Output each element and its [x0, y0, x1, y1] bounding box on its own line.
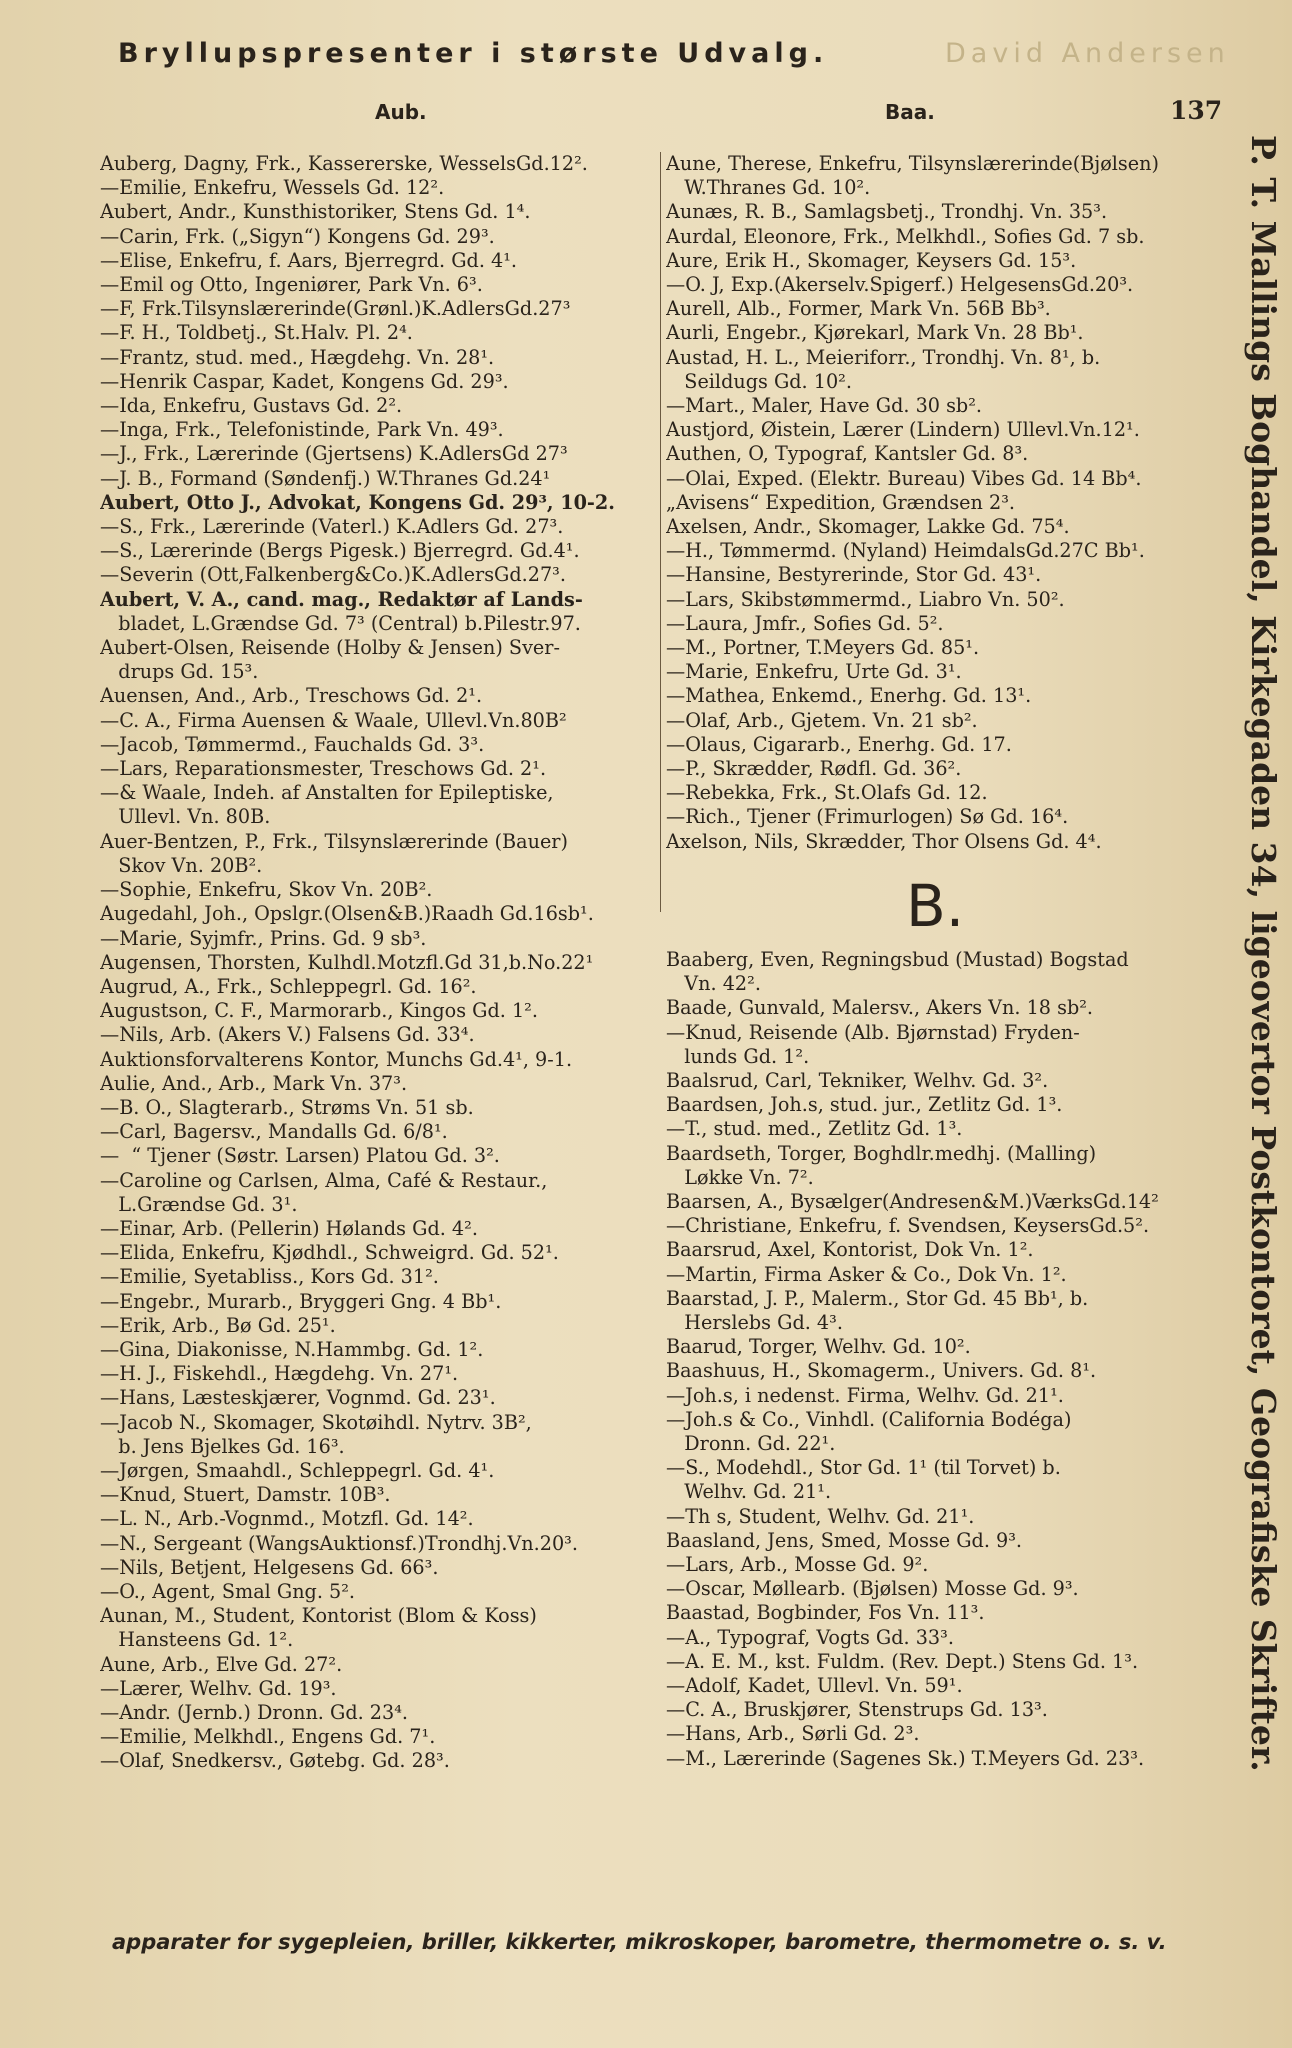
directory-entry: b. Jens Bjelkes Gd. 16³. — [100, 1434, 345, 1458]
directory-entry: —Lars, Arb., Mosse Gd. 9². — [666, 1552, 929, 1576]
directory-entry: —J. B., Formand (Søndenfj.) W.Thranes Gd.24¹ — [100, 466, 551, 490]
directory-entry: —Nils, Betjent, Helgesens Gd. 66³. — [100, 1555, 439, 1579]
directory-entry: —Hansine, Bestyrerinde, Stor Gd. 43¹. — [666, 563, 1042, 587]
directory-entry: —Nils, Arb. (Akers V.) Falsens Gd. 33⁴. — [100, 1023, 475, 1047]
directory-entry: —Lars, Reparationsmester, Treschows Gd. 2¹. — [100, 757, 547, 781]
directory-entry: Aulie, And., Arb., Mark Vn. 37³. — [100, 1071, 408, 1095]
side-advert: P. T. Mallings Boghandel, Kirkegaden 34, ligeovertor Postkontoret, Geografiske Skrifter. — [1244, 135, 1283, 1772]
directory-entry: —Th s, Student, Welhv. Gd. 21¹. — [666, 1504, 975, 1528]
left-column — [100, 152, 660, 1774]
directory-entry: —A., Typograf, Vogts Gd. 33³. — [666, 1625, 954, 1649]
directory-entry: Aubert, Otto J., Advokat, Kongens Gd. 29³, 10-2. — [100, 490, 615, 514]
directory-entry: —Elida, Enkefru, Kjødhdl., Schweigrd. Gd. 52¹. — [100, 1241, 559, 1265]
directory-entry: —N., Sergeant (WangsAuktionsf.)Trondhj.Vn.20³. — [100, 1531, 578, 1555]
directory-entry: —Olai, Exped. (Elektr. Bureau) Vibes Gd. 14 Bb⁴. — [666, 466, 1142, 490]
directory-entry: —Joh.s & Co., Vinhdl. (California Bodéga) — [666, 1407, 1072, 1431]
directory-entry: —& Waale, Indeh. af Anstalten for Epileptiske, — [100, 781, 554, 805]
directory-entry: —M., Lærerinde (Sagenes Sk.) T.Meyers Gd. 23³. — [666, 1746, 1145, 1770]
directory-entry: —Emilie, Melkhdl., Engens Gd. 7¹. — [100, 1725, 436, 1749]
directory-entry: —M., Portner, T.Meyers Gd. 85¹. — [666, 636, 980, 660]
directory-entry: —Andr. (Jernb.) Dronn. Gd. 23⁴. — [100, 1701, 409, 1724]
directory-entry: —Marie, Syjmfr., Prins. Gd. 9 sb³. — [100, 926, 427, 950]
directory-entry: —P., Skrædder, Rødfl. Gd. 36². — [666, 757, 962, 781]
directory-entry: —Emilie, Enkefru, Wessels Gd. 12². — [100, 176, 445, 200]
directory-entry: —Mathea, Enkemd., Enerhg. Gd. 13¹. — [666, 684, 1032, 708]
directory-entry: Baalsrud, Carl, Tekniker, Welhv. Gd. 3². — [666, 1068, 1049, 1092]
bottom-advert: apparater for sygepleien, briller, kikkerter, mikroskoper, barometre, thermometre o. s. v. — [112, 1930, 1167, 1954]
directory-entry: Aune, Arb., Elve Gd. 27². — [100, 1652, 343, 1676]
directory-entry: Baardsen, Joh.s, stud. jur., Zetlitz Gd. 1³. — [666, 1093, 1063, 1117]
directory-entry: Aurli, Engebr., Kjørekarl, Mark Vn. 28 Bb¹. — [666, 321, 1084, 345]
directory-entry: Axelson, Nils, Skrædder, Thor Olsens Gd. 4⁴. — [666, 829, 1102, 853]
directory-entry: —Lars, Skibstømmermd., Liabro Vn. 50². — [666, 587, 1065, 611]
directory-entry: Augensen, Thorsten, Kulhdl.Motzfl.Gd 31,b.No.22¹ — [100, 950, 594, 974]
directory-entry: Løkke Vn. 7². — [666, 1165, 814, 1189]
header-right: Baa. — [885, 100, 935, 124]
directory-entry: —Olaus, Cigararb., Enerhg. Gd. 17. — [666, 732, 1012, 756]
directory-entry: Baasland, Jens, Smed, Mosse Gd. 9³. — [666, 1528, 1023, 1552]
directory-entry: Auktionsforvalterens Kontor, Munchs Gd.4¹, 9-1. — [100, 1047, 573, 1071]
directory-entry: —Marie, Enkefru, Urte Gd. 3¹. — [666, 660, 962, 684]
directory-entry: Aubert, Andr., Kunsthistoriker, Stens Gd. 1⁴. — [100, 200, 531, 224]
directory-entry: Welhv. Gd. 21¹. — [666, 1480, 832, 1504]
directory-entry: Skov Vn. 20B². — [100, 853, 263, 877]
directory-entry: —Lærer, Welhv. Gd. 19³. — [100, 1676, 337, 1700]
directory-entry: Axelsen, Andr., Skomager, Lakke Gd. 75⁴. — [666, 515, 1070, 539]
directory-entry: —Sophie, Enkefru, Skov Vn. 20B². — [100, 878, 433, 902]
directory-entry: Aunæs, R. B., Samlagsbetj., Trondhj. Vn. 35³. — [666, 200, 1108, 224]
directory-entry: —Mart., Maler, Have Gd. 30 sb². — [666, 394, 983, 418]
directory-entry: —A. E. M., kst. Fuldm. (Rev. Dept.) Stens Gd. 1³. — [666, 1649, 1139, 1673]
directory-entry: — “ Tjener (Søstr. Larsen) Platou Gd. 3². — [100, 1144, 500, 1168]
directory-entry: —J., Frk., Lærerinde (Gjertsens) K.AdlersGd 27³ — [100, 442, 568, 466]
directory-entry: —S., Lærerinde (Bergs Pigesk.) Bjerregrd. Gd.4¹. — [100, 539, 580, 563]
directory-entry: —Emilie, Syetabliss., Kors Gd. 31². — [100, 1265, 439, 1289]
directory-entry: Ullevl. Vn. 80B. — [100, 805, 271, 829]
directory-entry: —F, Frk.Tilsynslærerinde(Grønl.)K.AdlersGd.27³ — [100, 297, 571, 321]
column-divider — [660, 152, 661, 912]
top-advert: Bryllupspresenter i største Udvalg. — [118, 38, 829, 69]
directory-entry: —H. J., Fiskehdl., Hægdehg. Vn. 27¹. — [100, 1362, 459, 1386]
directory-entry: —C. A., Firma Auensen & Waale, Ullevl.Vn.80B² — [100, 708, 567, 732]
directory-entry: Dronn. Gd. 22¹. — [666, 1431, 836, 1455]
directory-entry: Hansteens Gd. 1². — [100, 1628, 294, 1652]
directory-entry: —Olaf, Snedkersv., Gøtebg. Gd. 28³. — [100, 1749, 450, 1773]
directory-entry: —Olaf, Arb., Gjetem. Vn. 21 sb². — [666, 708, 978, 732]
directory-entry: —Martin, Firma Asker & Co., Dok Vn. 1². — [666, 1262, 1067, 1286]
directory-entry: —Hans, Læsteskjærer, Vognmd. Gd. 23¹. — [100, 1386, 496, 1410]
directory-entry: Augustson, C. F., Marmorarb., Kingos Gd. 1². — [100, 999, 538, 1023]
directory-entry: —Erik, Arb., Bø Gd. 25¹. — [100, 1313, 336, 1337]
directory-entry: —Laura, Jmfr., Sofies Gd. 5². — [666, 611, 944, 635]
directory-entry: Auer-Bentzen, P., Frk., Tilsynslærerinde (Bauer) — [100, 829, 568, 853]
directory-entry: —L. N., Arb.-Vognmd., Motzfl. Gd. 14². — [100, 1507, 474, 1531]
directory-entry: —F. H., Toldbetj., St.Halv. Pl. 2⁴. — [100, 321, 413, 345]
directory-entry: —O. J, Exp.(Akerselv.Spigerf.) HelgesensGd.20³. — [666, 273, 1134, 297]
directory-entry: Baastad, Bogbinder, Fos Vn. 11³. — [666, 1601, 985, 1625]
page-number: 137 — [1170, 96, 1223, 125]
directory-entry: —Severin (Ott,Falkenberg&Co.)K.AdlersGd.27³. — [100, 563, 566, 587]
directory-entry: —Jacob, Tømmermd., Fauchalds Gd. 3³. — [100, 732, 485, 756]
directory-entry: —Adolf, Kadet, Ullevl. Vn. 59¹. — [666, 1673, 963, 1697]
directory-entry: Aubert-Olsen, Reisende (Holby & Jensen) Sver- — [100, 636, 560, 660]
directory-entry: L.Grændse Gd. 3¹. — [100, 1192, 298, 1216]
directory-entry: —H., Tømmermd. (Nyland) HeimdalsGd.27C Bb¹. — [666, 539, 1145, 563]
directory-entry: —Engebr., Murarb., Bryggeri Gng. 4 Bb¹. — [100, 1289, 502, 1313]
directory-entry: Baarud, Torger, Welhv. Gd. 10². — [666, 1335, 971, 1359]
directory-entry: —Einar, Arb. (Pellerin) Hølands Gd. 4². — [100, 1216, 478, 1240]
directory-entry: Auberg, Dagny, Frk., Kassererske, WesselsGd.12². — [100, 152, 588, 175]
section-letter: B. — [906, 871, 965, 940]
directory-entry: —B. O., Slagterarb., Strøms Vn. 51 sb. — [100, 1095, 474, 1119]
directory-entry: Aure, Erik H., Skomager, Keysers Gd. 15³. — [666, 248, 1077, 272]
directory-entry: —C. A., Bruskjører, Stenstrups Gd. 13³. — [666, 1698, 1048, 1722]
directory-entry: „Avisens“ Expedition, Grændsen 2³. — [666, 490, 1015, 514]
directory-entry: —Rich., Tjener (Frimurlogen) Sø Gd. 16⁴. — [666, 805, 1069, 829]
right-column — [666, 152, 1226, 1771]
directory-entry: Aurdal, Eleonore, Frk., Melkhdl., Sofies Gd. 7 sb. — [666, 224, 1145, 248]
directory-entry: —S., Frk., Lærerinde (Vaterl.) K.Adlers Gd. 27³. — [100, 515, 564, 539]
directory-entry: —Elise, Enkefru, f. Aars, Bjerregrd. Gd. 4¹. — [100, 248, 518, 272]
directory-entry: —Ida, Enkefru, Gustavs Gd. 2². — [100, 394, 403, 418]
directory-entry: Baaberg, Even, Regningsbud (Mustad) Bogstad — [666, 947, 1129, 971]
directory-entry: Aubert, V. A., cand. mag., Redaktør af Lands- — [100, 587, 583, 611]
directory-entry: Austad, H. L., Meieriforr., Trondhj. Vn. 8¹, b. — [666, 345, 1101, 369]
directory-entry: —Gina, Diakonisse, N.Hammbg. Gd. 1². — [100, 1337, 484, 1361]
directory-entry: —Oscar, Møllearb. (Bjølsen) Mosse Gd. 9³. — [666, 1577, 1079, 1601]
directory-entry: —Christiane, Enkefru, f. Svendsen, KeysersGd.5². — [666, 1214, 1150, 1238]
directory-entry: —Henrik Caspar, Kadet, Kongens Gd. 29³. — [100, 369, 509, 393]
directory-entry: Baarsen, A., Bysælger(Andresen&M.)VærksGd.14² — [666, 1189, 1159, 1213]
directory-entry: —Frantz, stud. med., Hægdehg. Vn. 28¹. — [100, 345, 495, 369]
directory-entry: —T., stud. med., Zetlitz Gd. 1³. — [666, 1117, 963, 1141]
directory-entry: Baardseth, Torger, Boghdlr.medhj. (Malling) — [666, 1141, 1097, 1165]
directory-entry: —S., Modehdl., Stor Gd. 1¹ (til Torvet) b. — [666, 1456, 1061, 1480]
right-column-top — [666, 152, 1226, 854]
directory-entry: bladet, L.Grændse Gd. 7³ (Central) b.Pilestr.97. — [100, 611, 581, 635]
directory-entry: —Jacob N., Skomager, Skotøihdl. Nytrv. 3B², — [100, 1410, 532, 1434]
directory-entry: —Carl, Bagersv., Mandalls Gd. 6/8¹. — [100, 1120, 448, 1144]
directory-entry: Aune, Therese, Enkefru, Tilsynslærerinde(Bjølsen) — [666, 152, 1159, 175]
directory-entry: —Hans, Arb., Sørli Gd. 2³. — [666, 1722, 920, 1746]
directory-entry: Augrud, A., Frk., Schleppegrl. Gd. 16². — [100, 974, 477, 998]
directory-entry: Seildugs Gd. 10². — [666, 369, 852, 393]
directory-entry: —Jørgen, Smaahdl., Schleppegrl. Gd. 4¹. — [100, 1458, 495, 1482]
side-advert-strip — [1243, 135, 1283, 1775]
directory-entry: Vn. 42². — [666, 972, 761, 996]
directory-entry: Augedahl, Joh., Opslgr.(Olsen&B.)Raadh Gd.16sb¹. — [100, 902, 594, 926]
directory-entry: Baade, Gunvald, Malersv., Akers Vn. 18 sb². — [666, 996, 1094, 1020]
directory-entry: —Knud, Stuert, Damstr. 10B³. — [100, 1483, 391, 1507]
directory-entry: Aurell, Alb., Former, Mark Vn. 56B Bb³. — [666, 297, 1051, 321]
header-left: Aub. — [375, 100, 427, 124]
directory-entry: —Caroline og Carlsen, Alma, Café & Restaur., — [100, 1168, 548, 1192]
directory-entry: —Emil og Otto, Ingeniører, Park Vn. 6³. — [100, 273, 483, 297]
directory-entry: Herslebs Gd. 4³. — [666, 1310, 843, 1334]
right-column-bottom — [666, 948, 1226, 1771]
directory-entry: —Knud, Reisende (Alb. Bjørnstad) Fryden- — [666, 1020, 1080, 1044]
directory-entry: —Joh.s, i nedenst. Firma, Welhv. Gd. 21¹. — [666, 1383, 1064, 1407]
directory-entry: Baarstad, J. P., Malerm., Stor Gd. 45 Bb¹, b. — [666, 1286, 1089, 1310]
directory-entry: Baarsrud, Axel, Kontorist, Dok Vn. 1². — [666, 1238, 1034, 1262]
directory-entry: Austjord, Øistein, Lærer (Lindern) Ullevl.Vn.12¹. — [666, 418, 1140, 442]
directory-entry: Authen, O, Typograf, Kantsler Gd. 8³. — [666, 442, 1029, 466]
directory-entry: drups Gd. 15³. — [100, 660, 259, 684]
directory-entry: Auensen, And., Arb., Treschows Gd. 2¹. — [100, 684, 483, 708]
directory-entry: Baashuus, H., Skomagerm., Univers. Gd. 8¹. — [666, 1359, 1097, 1383]
directory-entry: —Carin, Frk. („Sigyn“) Kongens Gd. 29³. — [100, 224, 495, 248]
directory-entry: —Rebekka, Frk., St.Olafs Gd. 12. — [666, 781, 988, 805]
directory-entry: Aunan, M., Student, Kontorist (Blom & Koss) — [100, 1604, 537, 1628]
directory-entry: —Inga, Frk., Telefonistinde, Park Vn. 49³. — [100, 418, 504, 442]
directory-entry: lunds Gd. 1². — [666, 1044, 810, 1068]
directory-entry: W.Thranes Gd. 10². — [666, 176, 871, 200]
directory-entry: —O., Agent, Smal Gng. 5². — [100, 1579, 356, 1603]
ghost-show-through-text: David Andersen — [945, 38, 1230, 69]
